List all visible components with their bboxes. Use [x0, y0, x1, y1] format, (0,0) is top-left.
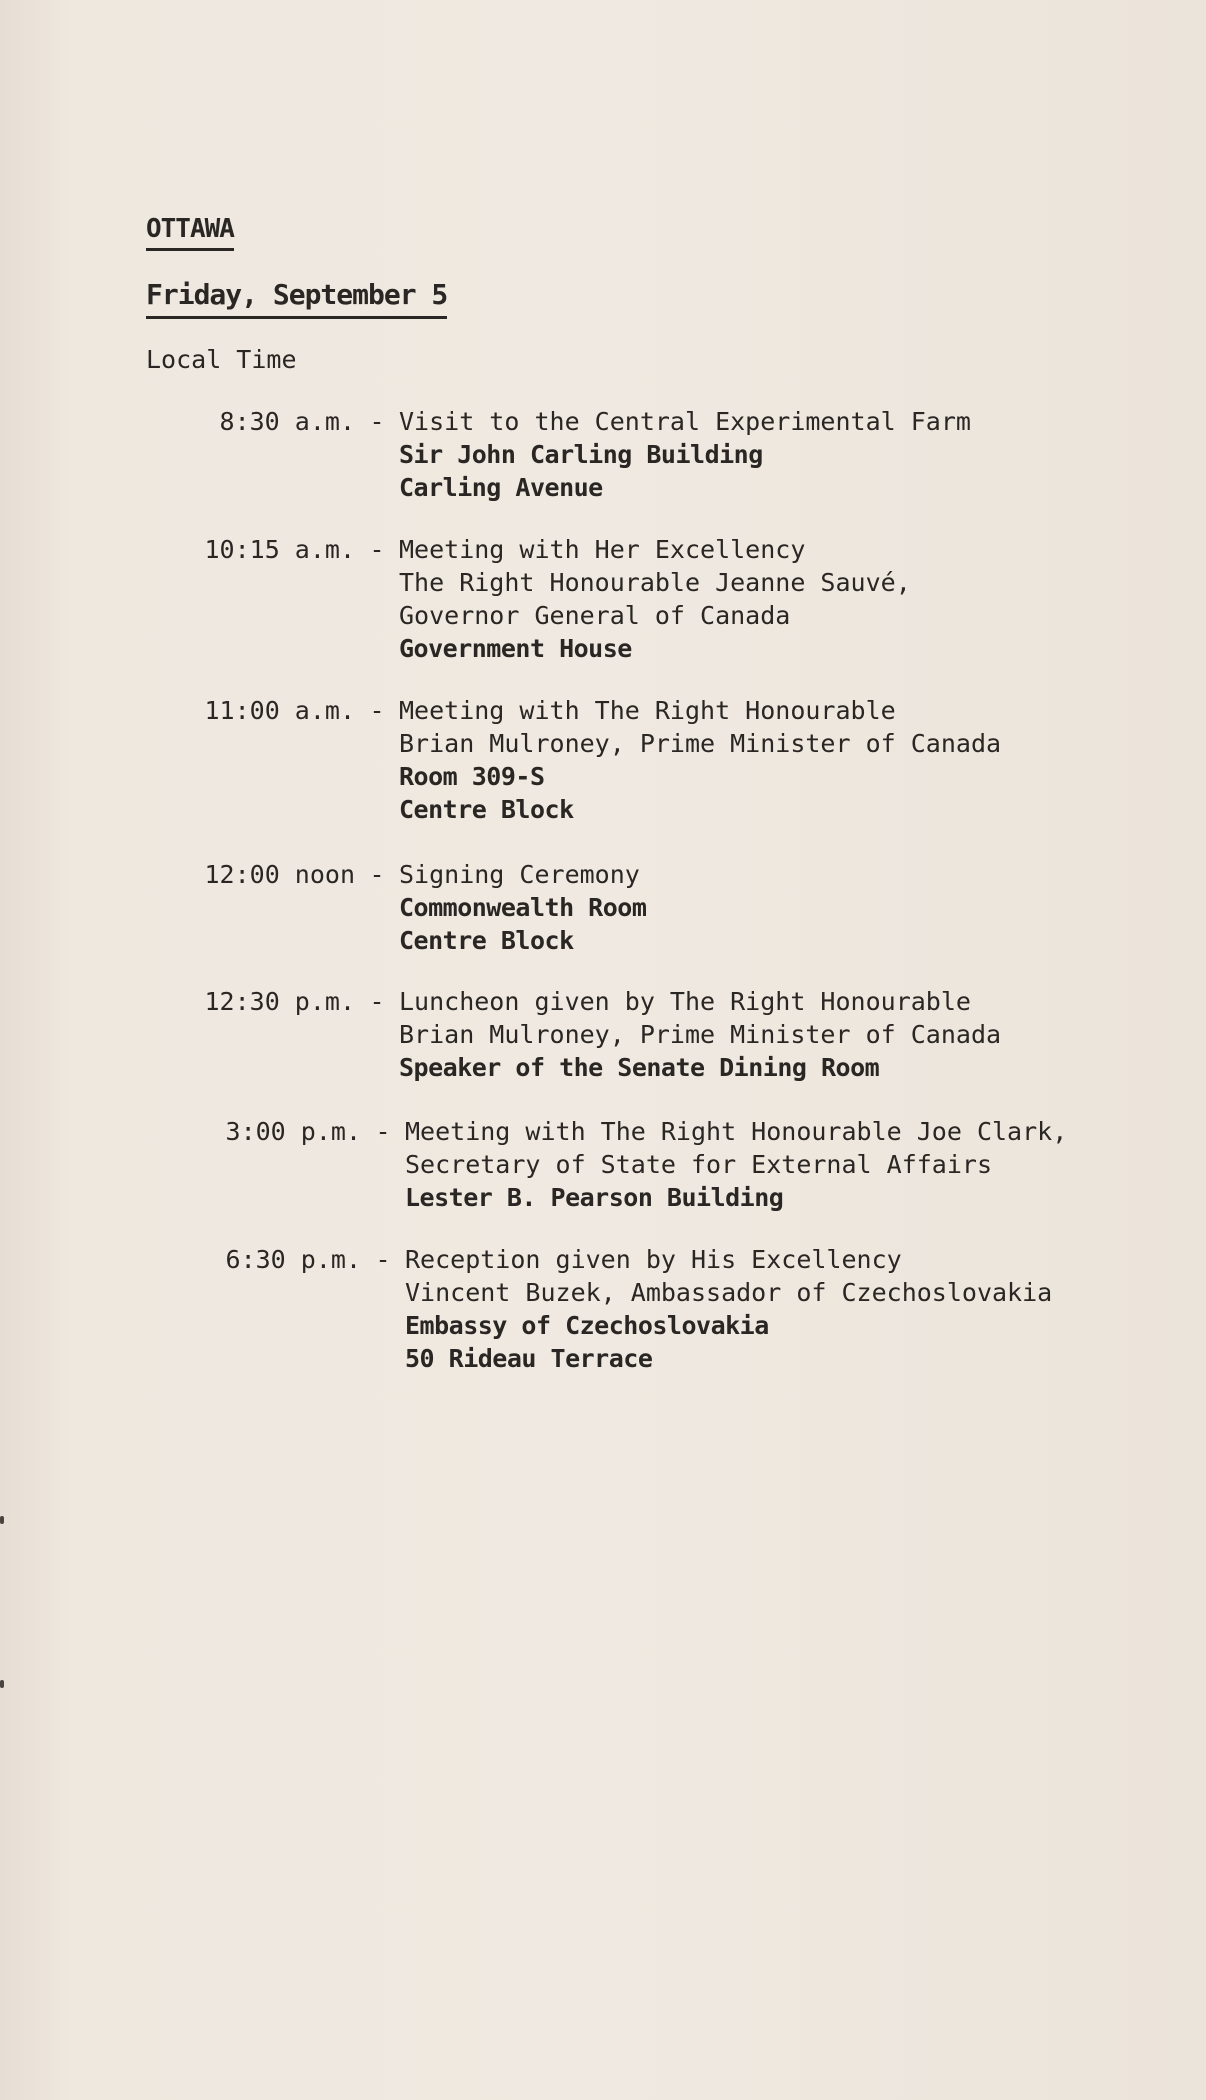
- entry-description: Signing Ceremony: [399, 860, 640, 889]
- schedule-entry: [146, 1115, 1067, 1214]
- entry-description: The Right Honourable Jeanne Sauvé,: [399, 568, 911, 597]
- entry-separator: -: [369, 987, 385, 1016]
- entry-time: 12:00 noon: [204, 860, 355, 889]
- entry-location: Sir John Carling Building: [399, 440, 763, 469]
- entry-description: Secretary of State for External Affairs: [405, 1150, 992, 1179]
- city-heading: OTTAWA: [146, 214, 234, 251]
- entry-location: Embassy of Czechoslovakia: [405, 1311, 769, 1340]
- entry-separator: -: [369, 535, 385, 564]
- entry-separator: -: [375, 1117, 391, 1146]
- entry-details: [405, 1115, 1067, 1214]
- entry-description: Meeting with The Right Honourable: [399, 696, 896, 725]
- bleed-through: [700, 220, 714, 252]
- entry-time: 12:30 p.m.: [204, 987, 355, 1016]
- entry-location: Carling Avenue: [399, 473, 603, 502]
- day-heading: Friday, September 5: [146, 278, 447, 319]
- entry-separator: -: [369, 407, 385, 436]
- entry-time: 6:30 p.m.: [225, 1245, 361, 1274]
- entry-time: 3:00 p.m.: [225, 1117, 361, 1146]
- schedule-entry: [140, 985, 1001, 1084]
- entry-location: Lester B. Pearson Building: [405, 1183, 784, 1212]
- entry-description: Luncheon given by The Right Honourable: [399, 987, 971, 1016]
- local-time-label: Local Time: [146, 345, 297, 374]
- entry-description: Visit to the Central Experimental Farm: [399, 407, 971, 436]
- entry-location: 50 Rideau Terrace: [405, 1344, 653, 1373]
- entry-description: Meeting with Her Excellency: [399, 535, 806, 564]
- entry-details: [399, 405, 971, 504]
- entry-description: Brian Mulroney, Prime Minister of Canada: [399, 729, 1002, 758]
- entry-time: 11:00 a.m.: [204, 696, 355, 725]
- entry-separator: -: [369, 696, 385, 725]
- entry-details: [399, 985, 1001, 1084]
- entry-time: 8:30 a.m.: [219, 407, 355, 436]
- entry-details: [399, 533, 911, 665]
- entry-details: [399, 694, 1001, 826]
- schedule-entry: [140, 405, 971, 504]
- schedule-entry: [146, 1243, 1052, 1375]
- paper-speck: [0, 1680, 4, 1688]
- paper-speck: [0, 1516, 4, 1524]
- entry-details: [399, 858, 646, 957]
- entry-description: Brian Mulroney, Prime Minister of Canada: [399, 1020, 1002, 1049]
- entry-location: Room 309-S: [399, 762, 545, 791]
- entry-location: Commonwealth Room: [399, 893, 647, 922]
- entry-details: [405, 1243, 1052, 1375]
- entry-description: Governor General of Canada: [399, 601, 791, 630]
- entry-location: Centre Block: [399, 795, 574, 824]
- schedule-entry: [140, 533, 911, 665]
- entry-separator: -: [369, 860, 385, 889]
- entry-description: Reception given by His Excellency: [405, 1245, 902, 1274]
- schedule-entry: [140, 694, 1001, 826]
- entry-location: Speaker of the Senate Dining Room: [399, 1053, 880, 1082]
- entry-time: 10:15 a.m.: [204, 535, 355, 564]
- entry-description: Vincent Buzek, Ambassador of Czechoslovakia: [405, 1278, 1053, 1307]
- entry-location: Government House: [399, 634, 632, 663]
- entry-location: Centre Block: [399, 926, 574, 955]
- entry-separator: -: [375, 1245, 391, 1274]
- entry-description: Meeting with The Right Honourable Joe Clark,: [405, 1117, 1068, 1146]
- schedule-entry: [140, 858, 646, 957]
